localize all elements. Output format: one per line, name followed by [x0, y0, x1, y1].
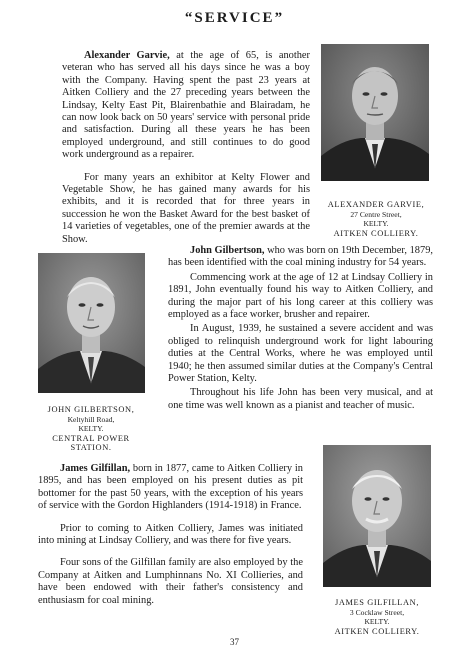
- gilbertson-caption-address: Keltyhill Road,: [67, 414, 115, 424]
- gilfillan-caption-address: 3 Cocklaw Street,: [349, 607, 405, 617]
- gilbertson-name: John Gilbertson,: [190, 245, 265, 256]
- gilfillan-caption-colliery: AITKEN COLLIERY.: [334, 626, 420, 636]
- gilbertson-paragraph-3: In August, 1939, he sustained a severe accident and was obliged to relinquish underground work for light labouring duties at the Central Works, where he was employed until 1940; he then assumed similar duties at the Company's Central Power Station, Kelty.: [168, 323, 433, 385]
- gilbertson-caption-town: KELTY.: [78, 424, 104, 434]
- gilfillan-paragraph-2: Prior to coming to Aitken Colliery, James was initiated into mining at Lindsay Colliery, and was there for five years.: [38, 522, 303, 547]
- garvie-caption-town: KELTY.: [363, 219, 389, 229]
- page-title: “SERVICE”: [184, 10, 285, 26]
- page-number: 37: [230, 637, 239, 647]
- alexander-garvie-portrait: [321, 44, 429, 181]
- gilfillan-article: [38, 463, 303, 609]
- garvie-article: [62, 50, 310, 248]
- james-gilfillan-portrait: [323, 445, 431, 587]
- gilbertson-paragraph-4: Throughout his life John has been very musical, and at one time was well known as a pianist and teacher of music.: [168, 387, 433, 411]
- garvie-name: Alexander Garvie,: [84, 50, 170, 61]
- gilbertson-paragraph-1: John Gilbertson, who was born on 19th December, 1879, has been identified with the coal mining industry for 54 years.: [168, 245, 433, 269]
- gilfillan-paragraph-3: Four sons of the Gilfillan family are also employed by the Company at Aitken and Lumphinnans No. XI Collieries, and have been endowed with their father's consistency and enthusiasm for coal mining.: [38, 557, 303, 606]
- gilbertson-caption-workplace: CENTRAL POWER: [52, 433, 130, 443]
- gilbertson-caption-name: JOHN GILBERTSON,: [47, 405, 135, 414]
- garvie-caption-address: 27 Centre Street,: [350, 209, 402, 219]
- gilbertson-caption-workplace-2: STATION.: [70, 443, 112, 453]
- garvie-caption-name: ALEXANDER GARVIE,: [327, 200, 425, 209]
- gilbertson-article: [168, 245, 433, 414]
- garvie-paragraph-2: For many years an exhibitor at Kelty Flower and Vegetable Show, he has gained many awards for his exhibits, and it is recorded that for three years in succession he won the Basket Award for the best basket of 14 varieties of vegetables, one of the premier awards at the Show.: [62, 171, 310, 245]
- gilfillan-caption-name: JAMES GILFILLAN,: [334, 598, 420, 607]
- gilfillan-caption-town: KELTY.: [364, 617, 390, 627]
- john-gilbertson-portrait: [38, 253, 145, 393]
- gilfillan-paragraph-1: James Gilfillan, born in 1877, came to Aitken Colliery in 1895, and has been employed on his present duties as pit bottomer for the past 50 years, with the exception of his years of service with the Gordon Highlanders (1914-1918) in France.: [38, 463, 303, 512]
- garvie-paragraph-1: Alexander Garvie, at the age of 65, is another veteran who has served all his days since he was a boy with the Company. Having spent the past 23 years at Aitken Colliery and the 27 preceding years between the Lindsay, Kelty East Pit, Blairenbathie and Blairadam, he can now look back on 50 years' service with personal pride and satisfaction. During all these years he has been employed underground, and still continues to do good work underground as a repairer.: [62, 50, 311, 161]
- gilfillan-caption: [311, 598, 443, 636]
- gilfillan-name: James Gilfillan,: [60, 463, 131, 474]
- garvie-caption: [312, 200, 440, 238]
- gilbertson-caption: [20, 405, 162, 453]
- garvie-caption-colliery: AITKEN COLLIERY.: [333, 228, 419, 238]
- gilbertson-paragraph-2: Commencing work at the age of 12 at Lindsay Colliery in 1891, John eventually found his way to Aitken Colliery, and during the major part of his long career at this colliery was employed as a face worker, brusher and repairer.: [168, 271, 433, 321]
